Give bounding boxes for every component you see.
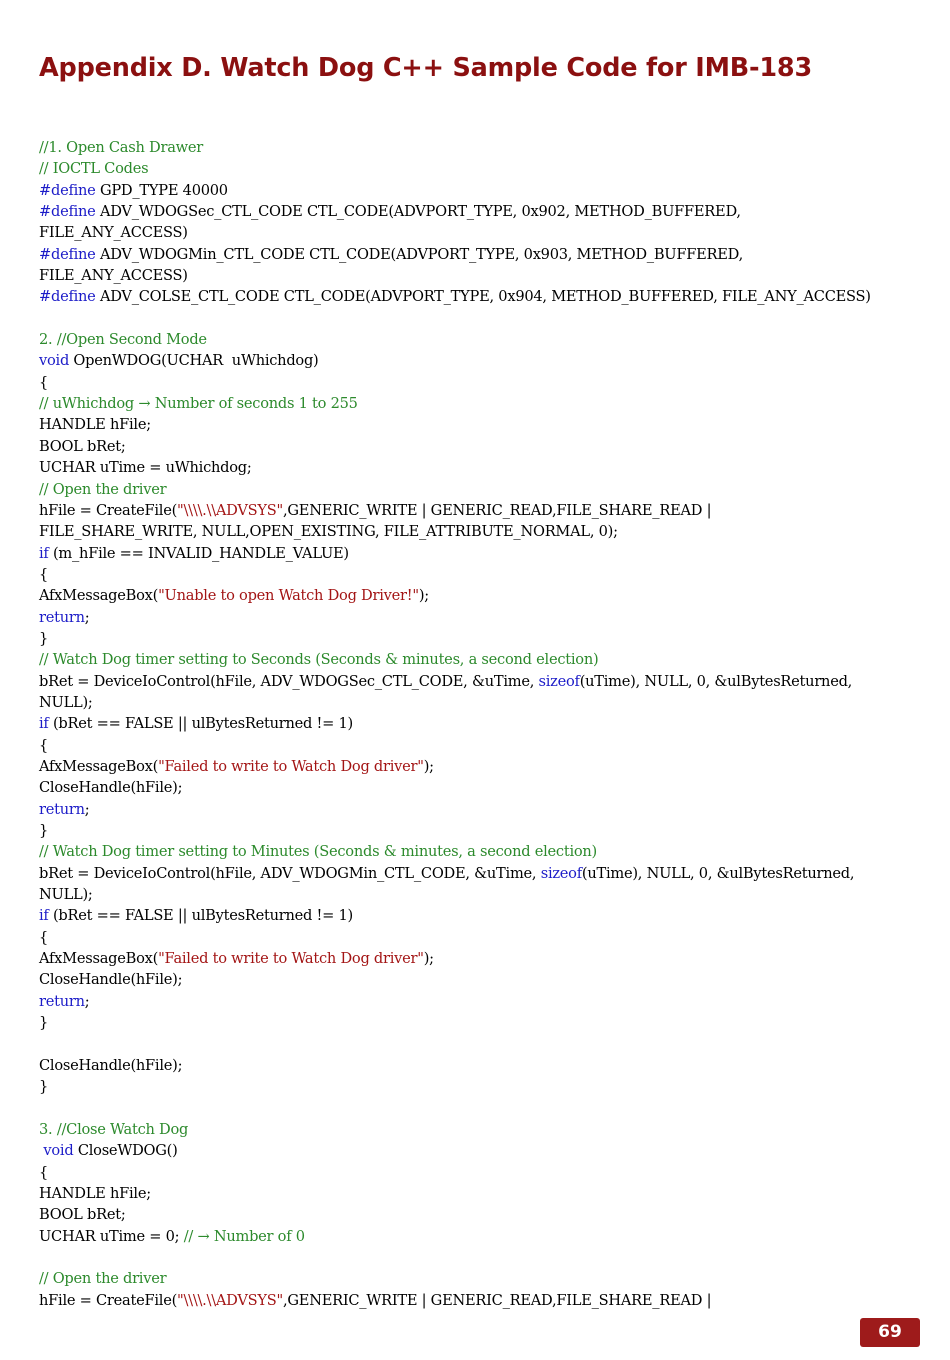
code-line [39, 1140, 934, 1161]
code-text: { [39, 928, 49, 946]
code-text: ; [84, 992, 90, 1010]
code-text: AfxMessageBox( [39, 757, 159, 775]
code-line [39, 414, 934, 435]
code-keyword: void [39, 352, 70, 370]
code-comment: // Open the driver [39, 480, 167, 498]
code-text: FILE_SHARE_WRITE, NULL,OPEN_EXISTING, FILE_ATTRIBUTE_NORMAL, 0); [39, 523, 618, 541]
code-text: ADV_WDOGSec_CTL_CODE CTL_CODE(ADVPORT_TYPE, 0x902, METHOD_BUFFERED, [95, 203, 741, 221]
code-line [39, 201, 934, 222]
code-text: ); [418, 587, 429, 605]
code-line [39, 1226, 934, 1247]
code-line [39, 1268, 934, 1289]
code-keyword: if [39, 544, 49, 562]
code-text: ; [84, 608, 90, 626]
code-keyword: void [43, 1142, 74, 1160]
code-text: ); [423, 950, 434, 968]
code-line [39, 1162, 934, 1183]
code-comment: // Open the driver [39, 1270, 167, 1288]
code-text: ADV_COLSE_CTL_CODE CTL_CODE(ADVPORT_TYPE, 0x904, METHOD_BUFFERED, FILE_ANY_ACCESS) [95, 288, 871, 306]
code-text: (bRet == FALSE || ulBytesReturned != 1) [48, 715, 353, 733]
code-line [39, 628, 934, 649]
code-comment: // Watch Dog timer setting to Minutes (Seconds & minutes, a second election) [39, 843, 597, 861]
code-line [39, 329, 934, 350]
code-line [39, 521, 934, 542]
code-line [39, 585, 934, 606]
code-text: UCHAR uTime = 0; [39, 1227, 184, 1245]
code-string: "\\\\.\\ADVSYS" [177, 501, 283, 519]
code-line [39, 265, 934, 286]
code-text: NULL); [39, 886, 93, 904]
code-text: } [39, 822, 49, 839]
code-line [39, 607, 934, 628]
code-comment: // IOCTL Codes [39, 160, 149, 178]
code-line [39, 692, 934, 713]
code-keyword: sizeof [538, 672, 580, 690]
code-text: NULL); [39, 693, 93, 711]
code-text: (bRet == FALSE || ulBytesReturned != 1) [48, 907, 353, 925]
code-string: "\\\\.\\ADVSYS" [177, 1291, 283, 1309]
code-comment: // uWhichdog → Number of seconds 1 to 255 [39, 395, 358, 413]
code-line [39, 137, 934, 158]
code-keyword: return [39, 608, 85, 626]
code-line [39, 777, 934, 798]
code-line [39, 884, 934, 905]
code-text: } [39, 629, 49, 647]
code-line [39, 1076, 934, 1097]
code-comment: //1. Open Cash Drawer [39, 139, 204, 156]
code-line [39, 649, 934, 670]
code-keyword: if [39, 715, 49, 733]
code-line [39, 820, 934, 841]
code-text: CloseWDOG() [73, 1142, 178, 1160]
code-text: (m_hFile == INVALID_HANDLE_VALUE) [48, 544, 349, 562]
code-line [39, 799, 934, 820]
code-text: } [39, 1078, 49, 1096]
code-text: HANDLE hFile; [39, 1184, 151, 1202]
code-string: "Failed to write to Watch Dog driver" [158, 950, 424, 968]
code-line [39, 735, 934, 756]
code-keyword: sizeof [540, 864, 582, 882]
code-text: ADV_WDOGMin_CTL_CODE CTL_CODE(ADVPORT_TYPE, 0x903, METHOD_BUFFERED, [95, 245, 743, 263]
code-text: BOOL bRet; [39, 1206, 126, 1224]
code-text: bRet = DeviceIoControl(hFile, ADV_WDOGSec_CTL_CODE, &uTime, [39, 672, 539, 690]
code-line [39, 350, 934, 371]
code-line [39, 927, 934, 948]
code-line [39, 564, 934, 585]
code-line [39, 286, 934, 307]
code-line [39, 500, 934, 521]
code-keyword: #define [39, 245, 96, 263]
code-listing [39, 137, 934, 1311]
code-string: "Failed to write to Watch Dog driver" [158, 757, 424, 775]
code-text: AfxMessageBox( [39, 950, 159, 968]
code-text: BOOL bRet; [39, 437, 126, 455]
code-keyword: #define [39, 181, 96, 199]
code-line [39, 905, 934, 926]
code-line [39, 1055, 934, 1076]
page-title: Appendix D. Watch Dog C++ Sample Code for IMB-183 [39, 53, 812, 83]
code-line [39, 158, 934, 179]
code-line [39, 969, 934, 990]
code-text: ,GENERIC_WRITE | GENERIC_READ,FILE_SHARE_READ | [283, 501, 712, 519]
code-text: (uTime), NULL, 0, &ulBytesReturned, [581, 864, 855, 882]
code-line [39, 948, 934, 969]
code-comment: 3. //Close Watch Dog [39, 1120, 189, 1138]
code-line [39, 393, 934, 414]
page-number-badge: 69 [860, 1318, 920, 1347]
code-text: bRet = DeviceIoControl(hFile, ADV_WDOGMin_CTL_CODE, &uTime, [39, 864, 541, 882]
code-text: CloseHandle(hFile); [39, 779, 183, 797]
code-text: { [39, 736, 49, 754]
code-line [39, 671, 934, 692]
code-line [39, 841, 934, 862]
code-text: ); [423, 757, 434, 775]
code-line [39, 756, 934, 777]
code-line [39, 1290, 934, 1311]
code-text: FILE_ANY_ACCESS) [39, 267, 188, 285]
code-keyword: return [39, 800, 85, 818]
code-comment: // → Number of 0 [183, 1227, 305, 1245]
code-keyword: #define [39, 203, 96, 221]
code-keyword: if [39, 907, 49, 925]
code-line [39, 372, 934, 393]
code-text: UCHAR uTime = uWhichdog; [39, 459, 252, 477]
code-line [39, 713, 934, 734]
code-line [39, 991, 934, 1012]
code-text: GPD_TYPE 40000 [95, 181, 228, 199]
code-text: HANDLE hFile; [39, 416, 151, 434]
code-text: OpenWDOG(UCHAR uWhichdog) [69, 352, 319, 370]
code-line [39, 543, 934, 564]
code-line [39, 1183, 934, 1204]
code-line [39, 1097, 934, 1118]
code-text: { [39, 373, 49, 391]
code-keyword: #define [39, 288, 96, 306]
code-keyword: return [39, 992, 85, 1010]
code-text: CloseHandle(hFile); [39, 971, 183, 989]
code-line [39, 180, 934, 201]
code-line [39, 222, 934, 243]
code-text: { [39, 1163, 49, 1181]
code-line [39, 1204, 934, 1225]
code-text: hFile = CreateFile( [39, 1291, 178, 1309]
code-line [39, 1247, 934, 1268]
code-text: (uTime), NULL, 0, &ulBytesReturned, [579, 672, 853, 690]
code-line [39, 1012, 934, 1033]
code-text: AfxMessageBox( [39, 587, 159, 605]
code-string: "Unable to open Watch Dog Driver!" [158, 587, 419, 605]
code-line [39, 479, 934, 500]
code-text: ; [84, 800, 90, 818]
code-comment: 2. //Open Second Mode [39, 331, 207, 349]
code-line [39, 308, 934, 329]
code-line [39, 436, 934, 457]
code-text: ,GENERIC_WRITE | GENERIC_READ,FILE_SHARE_READ | [283, 1291, 712, 1309]
code-text: hFile = CreateFile( [39, 501, 178, 519]
code-line [39, 1119, 934, 1140]
code-line [39, 457, 934, 478]
code-line [39, 244, 934, 265]
code-line [39, 863, 934, 884]
code-comment: // Watch Dog timer setting to Seconds (Seconds & minutes, a second election) [39, 651, 599, 669]
code-text: { [39, 565, 49, 583]
code-text: CloseHandle(hFile); [39, 1056, 183, 1074]
code-line [39, 1033, 934, 1054]
code-text: } [39, 1014, 49, 1032]
code-text: FILE_ANY_ACCESS) [39, 224, 188, 242]
